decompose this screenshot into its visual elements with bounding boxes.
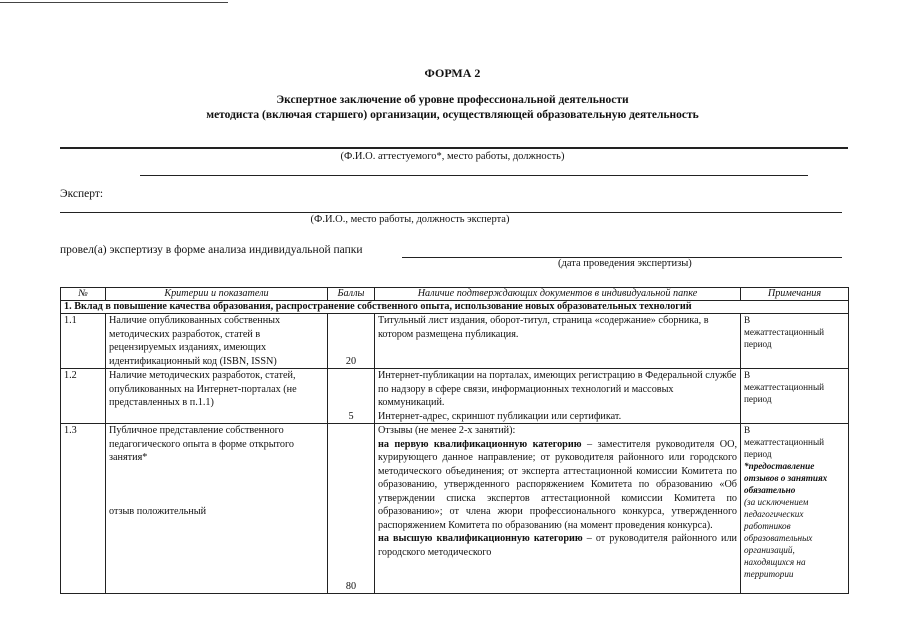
- row-notes: [741, 424, 849, 594]
- row-notes: [741, 314, 849, 369]
- header-score: Баллы: [328, 288, 375, 301]
- row-criteria-main: Публичное представление собственного педагогического опыта в форме открытого занятия*: [109, 425, 294, 463]
- note-prefix: В: [744, 425, 751, 435]
- first-category-label: на первую квалификационную категорию: [378, 438, 582, 450]
- row-documents-high: [378, 532, 737, 559]
- header-documents: Наличие подтверждающих документов в индивидуальной папке: [375, 288, 741, 301]
- row-criteria: Наличие опубликованных собственных методических разработок, статей в рецензируемых изданиях, имеющих идентификационный код (ISBN, ISSN): [106, 314, 328, 369]
- attestee-caption: (Ф.И.О. аттестуемого*, место работы, должность): [340, 151, 565, 162]
- table-row: [61, 314, 849, 369]
- table-row: [61, 369, 849, 424]
- evaluation-table: [60, 287, 849, 594]
- note-prefix: В: [744, 315, 751, 325]
- section-title: 1. Вклад в повышение качества образования, распространение собственного опыта, использование новых образовательных технологий: [61, 301, 849, 314]
- row-documents: Титульный лист издания, оборот-титул, страница «содержание» сборника, в котором размещена публикация.: [375, 314, 741, 369]
- row-score: 80: [328, 424, 375, 594]
- row-num: 1.1: [61, 314, 106, 369]
- row-documents-main: Интернет-публикации на порталах, имеющих регистрацию в Федеральной службе по надзору в сфере связи, информационных технологий и массовых коммуникаций.: [378, 370, 737, 408]
- row-score: 5: [328, 369, 375, 424]
- row-criteria: Наличие методических разработок, статей, опубликованных на Интернет-порталах (не представленных в п.1.1): [106, 369, 328, 424]
- table-header-row: [61, 288, 849, 301]
- row-num: 1.2: [61, 369, 106, 424]
- expert-fill-line: [60, 212, 842, 213]
- top-edge-line: [0, 2, 228, 3]
- row-criteria-sub: отзыв положительный: [109, 505, 207, 517]
- form-label: ФОРМА 2: [424, 66, 481, 80]
- row-documents: [375, 369, 741, 424]
- row-documents-head: Отзывы (не менее 2-х занятий):: [378, 425, 516, 436]
- row-documents: [375, 424, 741, 594]
- row-criteria: [106, 424, 328, 594]
- expert-caption: (Ф.И.О., место работы, должность эксперта): [310, 214, 510, 225]
- high-category-text: – от руководителя районного или городского методического: [378, 533, 737, 558]
- title-line-1: Экспертное заключение об уровне профессиональной деятельности: [276, 94, 629, 106]
- date-caption: (дата проведения экспертизы): [558, 258, 692, 269]
- attestee-fill-line: [60, 147, 848, 149]
- note-period: межаттестационный период: [744, 437, 825, 459]
- header-notes: Примечания: [741, 288, 849, 301]
- conducted-text: провел(а) экспертизу в форме анализа индивидуальной папки: [60, 244, 363, 256]
- note-period: межаттестационный период: [744, 382, 825, 404]
- high-category-label: на высшую квалификационную категорию: [378, 533, 583, 544]
- note-period: межаттестационный период: [744, 327, 825, 349]
- header-num: №: [61, 288, 106, 301]
- note-required: *предоставление отзывов о занятиях обязательно: [744, 461, 828, 495]
- table-row: [61, 424, 849, 594]
- row-notes: [741, 369, 849, 424]
- first-category-text: – заместителя руководителя ОО, курирующего данное направление; от руководителя районного или городского методического объединения; от эксперта аттестационной комиссии Комитета по образованию, утвержденного распоряжением Комитета по образованию «Об утверждении списка экспертов аттестационной комиссии Комитета по образованию»; от члена жюри профессионального конкурса, утвержденного распоряжением Комитета по образованию (на момент проведения конкурса).: [378, 438, 738, 531]
- section-row: [61, 301, 849, 314]
- row-score: 20: [328, 314, 375, 369]
- attestee-fill-line-2: [140, 175, 808, 176]
- header-criteria: Критерии и показатели: [106, 288, 328, 301]
- note-exception: (за исключением педагогических работников образовательных организаций, находящихся на территории: [744, 497, 813, 579]
- note-prefix: В: [744, 370, 751, 380]
- row-documents-first: [378, 438, 737, 533]
- row-documents-extra: Интернет-адрес, скриншот публикации или сертификат.: [378, 410, 622, 422]
- row-num: 1.3: [61, 424, 106, 594]
- title-line-2: методиста (включая старшего) организации, осуществляющей образовательную деятельность: [206, 109, 699, 121]
- expert-label: Эксперт:: [60, 188, 104, 200]
